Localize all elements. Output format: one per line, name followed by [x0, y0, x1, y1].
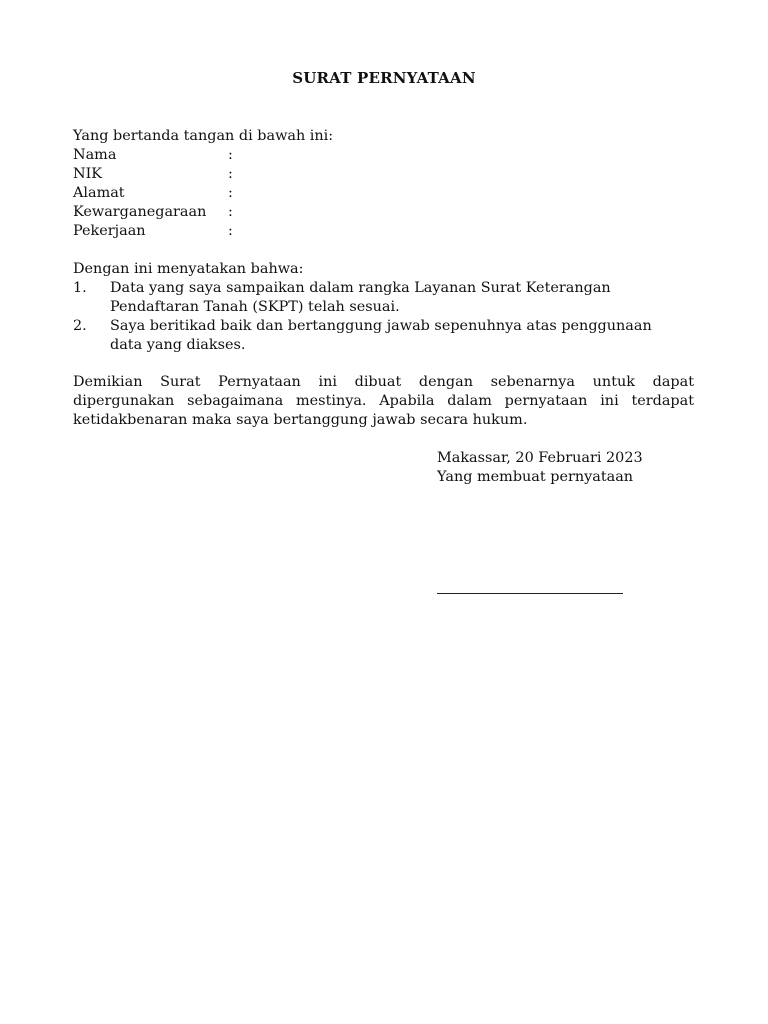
field-label: Alamat [73, 185, 125, 201]
field-separator: : [228, 147, 233, 163]
field-label: NIK [73, 166, 103, 182]
statement-item [73, 279, 703, 317]
statement-text-line: Pendaftaran Tanah (SKPT) telah sesuai. [110, 299, 400, 315]
signer-role: Yang membuat pernyataan [437, 469, 634, 485]
statement-text-line: Saya beritikad baik dan bertanggung jawab sepenuhnya atas penggunaan [110, 318, 652, 334]
statement-list [73, 279, 703, 355]
statement-intro: Dengan ini menyatakan bahwa: [73, 261, 304, 277]
field-label: Nama [73, 147, 117, 163]
statement-number: 2. [73, 318, 87, 334]
closing-line: dipergunakan sebagaimana mestinya. Apabila dalam pernyataan ini terdapat [73, 393, 694, 409]
field-separator: : [228, 166, 233, 182]
statement-item [73, 317, 703, 355]
intro-text: Yang bertanda tangan di bawah ini: [73, 128, 334, 144]
field-separator: : [228, 204, 233, 220]
closing-paragraph [73, 373, 694, 430]
signature-line [437, 593, 623, 594]
field-label: Kewarganegaraan [73, 204, 207, 220]
field-separator: : [228, 223, 233, 239]
closing-line: ketidakbenaran maka saya bertanggung jawab secara hukum. [73, 412, 528, 428]
statement-text-line: Data yang saya sampaikan dalam rangka Layanan Surat Keterangan [110, 280, 611, 296]
statement-text-line: data yang diakses. [110, 337, 246, 353]
closing-line: Demikian Surat Pernyataan ini dibuat dengan sebenarnya untuk dapat [73, 374, 694, 390]
place-date: Makassar, 20 Februari 2023 [437, 450, 643, 466]
signature-block [437, 449, 643, 487]
field-label: Pekerjaan [73, 223, 146, 239]
document-title: SURAT PERNYATAAN [292, 69, 476, 87]
field-separator: : [228, 185, 233, 201]
statement-number: 1. [73, 280, 87, 296]
